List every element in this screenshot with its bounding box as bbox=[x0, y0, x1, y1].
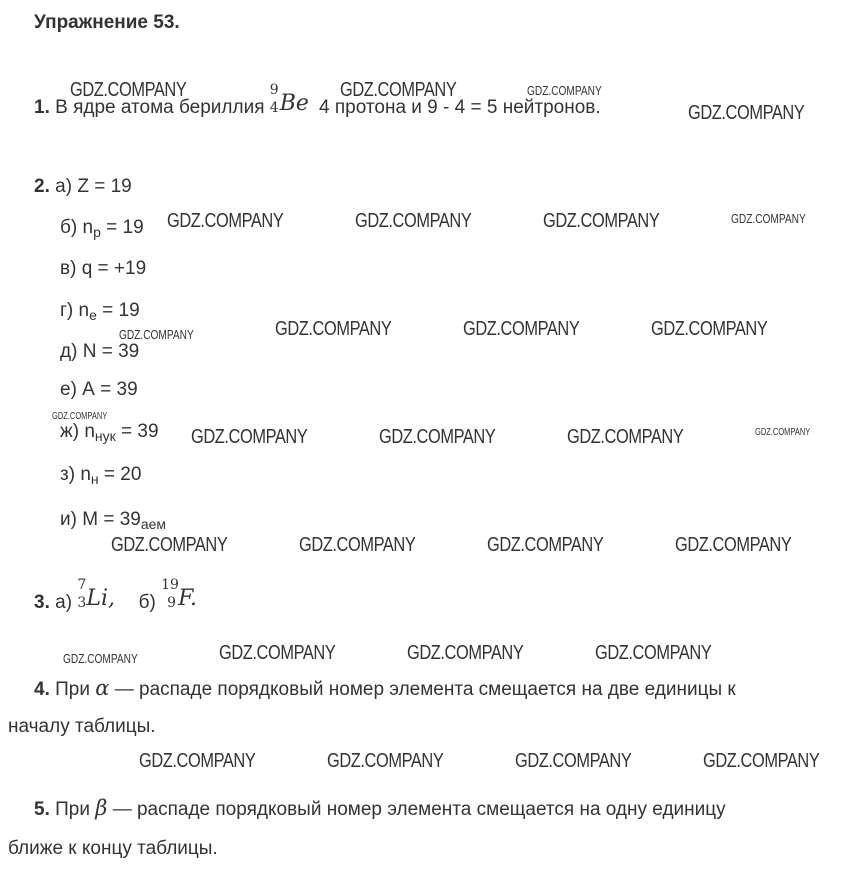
watermark: GDZ.COMPANY bbox=[299, 534, 416, 556]
watermark: GDZ.COMPANY bbox=[139, 750, 256, 772]
watermark: GDZ.COMPANY bbox=[703, 750, 820, 772]
li-mass: 7 bbox=[77, 577, 87, 593]
item-5 bbox=[34, 796, 726, 821]
item-4 bbox=[34, 676, 736, 701]
item-5-text: — распаде порядковый номер элемента смещается на одну единицу bbox=[112, 799, 726, 820]
watermark: GDZ.COMPANY bbox=[487, 534, 604, 556]
watermark: GDZ.COMPANY bbox=[515, 750, 632, 772]
item-2-i bbox=[60, 509, 166, 532]
item-2-first bbox=[34, 176, 132, 198]
z-pre: з) n bbox=[60, 464, 91, 485]
item-1-post: 4 протона и 9 - 4 = 5 нейтронов. bbox=[319, 97, 601, 119]
watermark: GDZ.COMPANY bbox=[688, 102, 805, 124]
watermark: GDZ.COMPANY bbox=[355, 210, 472, 232]
item-3-b-label: б) bbox=[138, 592, 156, 614]
watermark: GDZ.COMPANY bbox=[731, 211, 806, 226]
f-charge: 9 bbox=[167, 595, 177, 611]
beryllium-nuclide bbox=[269, 82, 314, 119]
b-pre: б) n bbox=[60, 217, 94, 238]
item-4-text: — распаде порядковый номер элемента смещается на две единицы к bbox=[114, 679, 736, 700]
item-2-b bbox=[60, 217, 144, 240]
alpha-symbol: α bbox=[95, 676, 110, 700]
item-3-number: 3. bbox=[34, 592, 50, 614]
z-post: = 20 bbox=[98, 464, 142, 485]
item-3-a-label: а) bbox=[55, 592, 73, 614]
lithium-nuclide bbox=[77, 577, 119, 614]
watermark: GDZ.COMPANY bbox=[379, 426, 496, 448]
item-2-d: д) N = 39 bbox=[60, 341, 140, 362]
item-4-number: 4. bbox=[34, 679, 50, 700]
g-pre: г) n bbox=[60, 300, 90, 321]
watermark: GDZ.COMPANY bbox=[327, 750, 444, 772]
i-pre: и) M = 39 bbox=[60, 509, 141, 530]
item-2-zh bbox=[60, 421, 159, 444]
watermark: GDZ.COMPANY bbox=[543, 210, 660, 232]
watermark: GDZ.COMPANY bbox=[111, 534, 228, 556]
item-5-number: 5. bbox=[34, 799, 50, 820]
item-1-pre: В ядре атома бериллия bbox=[55, 97, 265, 119]
zh-sub: нук bbox=[94, 428, 116, 444]
f-mass: 19 bbox=[161, 577, 179, 593]
li-symbol bbox=[86, 586, 115, 611]
watermark: GDZ.COMPANY bbox=[567, 426, 684, 448]
watermark: GDZ.COMPANY bbox=[651, 318, 768, 340]
watermark: GDZ.COMPANY bbox=[755, 427, 811, 438]
item-2-g bbox=[60, 300, 140, 323]
watermark: GDZ.COMPANY bbox=[275, 318, 392, 340]
b-sub: p bbox=[93, 224, 101, 240]
watermark: GDZ.COMPANY bbox=[340, 79, 457, 101]
item-2-v: в) q = +19 bbox=[60, 258, 147, 279]
watermark: GDZ.COMPANY bbox=[219, 642, 336, 664]
item-4-cont: началу таблицы. bbox=[8, 716, 156, 737]
be-mass: 9 bbox=[269, 82, 279, 98]
li-tail: , bbox=[107, 586, 115, 611]
page-title: Упражнение 53. bbox=[34, 12, 180, 33]
item-4-pre: При bbox=[55, 679, 90, 700]
li-charge: 3 bbox=[77, 595, 87, 611]
g-post: = 19 bbox=[96, 300, 140, 321]
item-2-e: е) А = 39 bbox=[60, 379, 138, 400]
g-sub: e bbox=[89, 307, 97, 323]
item-3 bbox=[34, 577, 201, 614]
item-1-number: 1. bbox=[34, 97, 50, 119]
item-2-a: а) Z = 19 bbox=[55, 176, 132, 197]
watermark: GDZ.COMPANY bbox=[527, 83, 602, 98]
zh-pre: ж) n bbox=[60, 421, 95, 442]
item-2-z bbox=[60, 464, 141, 487]
i-sub: аем bbox=[140, 516, 167, 532]
fluorine-nuclide bbox=[161, 577, 201, 614]
watermark: GDZ.COMPANY bbox=[595, 642, 712, 664]
item-5-cont: ближе к концу таблицы. bbox=[8, 838, 218, 859]
watermark: GDZ.COMPANY bbox=[63, 651, 138, 666]
watermark: GDZ.COMPANY bbox=[463, 318, 580, 340]
watermark: GDZ.COMPANY bbox=[167, 210, 284, 232]
li-symbol-text: Li bbox=[86, 586, 108, 611]
watermark: GDZ.COMPANY bbox=[70, 79, 187, 101]
watermark: GDZ.COMPANY bbox=[675, 534, 792, 556]
watermark: GDZ.COMPANY bbox=[407, 642, 524, 664]
z-sub: н bbox=[90, 471, 99, 487]
watermark: GDZ.COMPANY bbox=[191, 426, 308, 448]
be-charge: 4 bbox=[269, 100, 279, 116]
b-post: = 19 bbox=[100, 217, 144, 238]
beta-symbol: β bbox=[95, 796, 108, 820]
watermark: GDZ.COMPANY bbox=[52, 411, 108, 422]
zh-post: = 39 bbox=[115, 421, 159, 442]
f-tail: . bbox=[189, 586, 197, 611]
watermark: GDZ.COMPANY bbox=[119, 327, 194, 342]
f-symbol bbox=[178, 586, 197, 611]
item-2-number: 2. bbox=[34, 176, 50, 197]
be-symbol: Be bbox=[279, 91, 309, 116]
f-symbol-text: F bbox=[178, 586, 190, 611]
item-5-pre: При bbox=[55, 799, 90, 820]
